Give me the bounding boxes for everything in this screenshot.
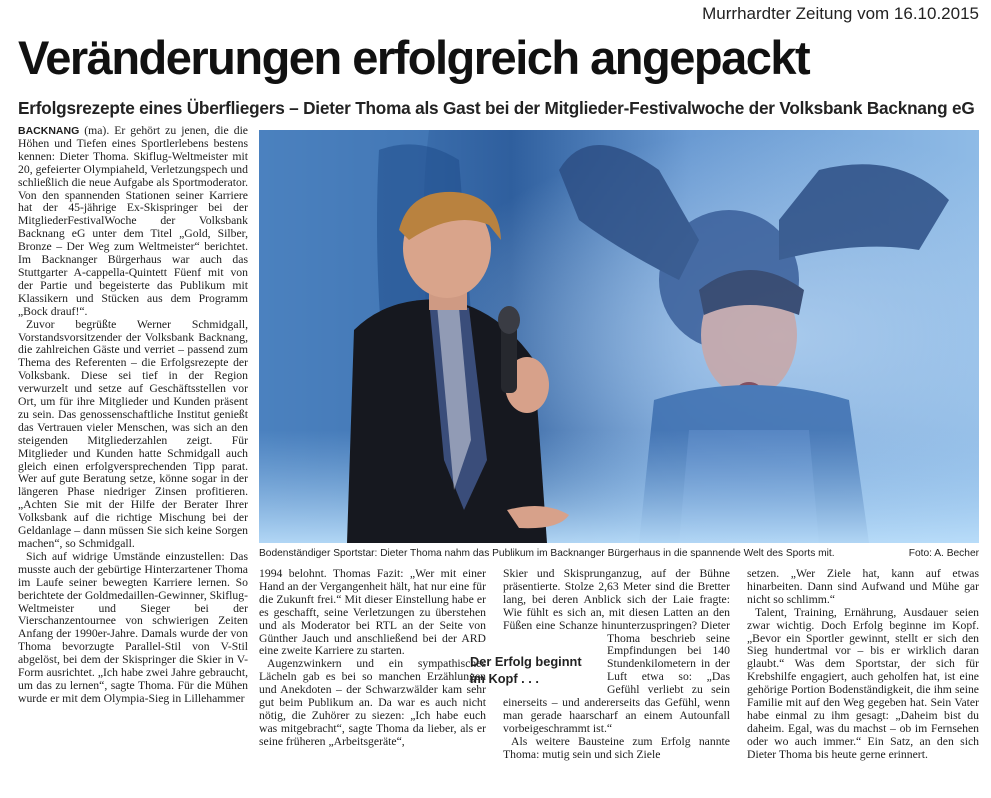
photo-credit: Foto: A. Becher [908,548,979,559]
paragraph: Zuvor begrüßte Werner Schmidgall, Vorstandsvorsitzender der Volksbank Backnang, die zahlreichen Gäste und verriet – passend zum Thema des Referenten – die Erfolgsrezepte der Volksbank. Diese sei tief in der Region verwurzelt und setze auf Geschäftsstellen vor Ort, um für ihre Mitglieder und Kunden präsent zu sein. Das genossenschaftliche Institut genießt das Vertrauen vieler Menschen, was sich an den steigenden Mitgliederzahlen zeigt. Für Mitglieder und Kunden hatte Schmidgall auch gleich einen erfolgversprechenden Tipp parat. Wer auf gute Beratung setze, könne sogar in der längeren Phase niedriger Zinsen profitieren. „Achten Sie mit der Hilfe der Berater Ihrer Volksbank auf die richtige Mischung bei der Geldanlage – dann müssen Sie sich keine Sorgen machen“, so Schmidgall. [18,317,248,550]
subheadline: Erfolgsrezepte eines Überfliegers – Dieter Thoma als Gast bei der Mitglieder-Festivalwoche der Volksbank Backnang eG [18,98,975,118]
paragraph: setzen. „Wer Ziele hat, kann auf etwas hinarbeiten. Dann sind Aufwand und Mühe gar nicht so schlimm.“ [747,567,979,606]
newspaper-source: Murrhardter Zeitung vom 16.10.2015 [702,4,979,23]
caption-text: Bodenständiger Sportstar: Dieter Thoma nahm das Publikum im Backnanger Bürgerhaus in die spannende Welt des Sports mit. [259,548,835,559]
photo-illustration [259,130,979,543]
paragraph: Talent, Training, Ernährung, Ausdauer seien zwar wichtig. Doch Erfolg beginne im Kopf. „Bevor ein Sportler gewinnt, stellt er sich den Sieg hundertmal vor – bis er wirklich daran glaubt.“ Was dem Sportstar, der sich für Krebshilfe engagiert, auch geholfen hat, ist eine gehörige Portion Bodenständigkeit, die ihm seine Familie mit auf den Weg gegeben hat. Sein Vater habe einmal zu ihm gesagt: „Daheim bist du daheim. Egal, was du machst – ob im Fernsehen oder wo auch immer.“ Ein Satz, an den sich Dieter Thoma bis heute gerne erinnert. [747,605,979,761]
paragraph: Als weitere Bausteine zum Erfolg nannte Thoma: mutig sein und sich Ziele [503,734,730,761]
paragraph-text: (ma). Er gehört zu jenen, die die Höhen und Tiefen eines Sportlerlebens bestens kennen: Dieter Thoma. Skiflug-Weltmeister mit 20, gefeierter Olympiaheld, Verletzungspech und schließlich die neue Aufgabe als Sportmoderator. Von den spannenden Stationen seiner Karriere hat der 45-jährige Ex-Skispringer bei der MitgliederFestivalWoche der Volksbank Backnang eG unter dem Titel „Gold, Silber, Bronze – Der Weg zum Weltmeister“ berichtet. Im Backnanger Bürgerhaus war auch das Stuttgarter A-cappella-Quintett Füenf mit von der Partie und begeisterte das Publikum mit Klassikern und Stücken aus dem Programm „Bock drauf!“. [18,124,248,318]
pull-quote: Der Erfolg beginnt im Kopf . . . [470,654,582,686]
article-column-1 [18,125,248,795]
paragraph [18,125,248,319]
article-photo [259,130,979,543]
dateline: BACKNANG [18,125,80,137]
photo-caption [259,548,979,559]
headline: Veränderungen erfolgreich angepackt [18,31,810,84]
article-column-4 [747,568,979,796]
article-column-2 [259,568,486,796]
paragraph: 1994 belohnt. Thomas Fazit: „Wer mit einer Hand an der Vergangenheit hält, hat nur eine für die Zukunft frei.“ Mit dieser Einstellung habe er es geschafft, seine Verletzungen zu überstehen und als Moderator bei RTL an der Seite von Günther Jauch und anschließend bei der ARD eine zweite Karriere zu starten. [259,567,486,658]
paragraph: Skier und Skisprunganzug, auf der Bühne präsentierte. Stolze 2,63 Meter sind die Bretter lang, bei deren Anblick sich der Laie fragte: Wie fühlt es sich an, mit diesen Latten an den Füßen eine Schanze hinunterzuspringen? Dieter Thoma beschrieb seine Empfindungen bei 140 Stundenkilometern in der Luft etwa so: „Das Gefühl verliebt zu sein einerseits – und andererseits das Gefühl, wenn man gerade haarscharf an einem Autounfall vorbeigeschrammt ist.“ [503,567,730,735]
paragraph: Sich auf widrige Umstände einzustellen: Das musste auch der gebürtige Hinterzartener Thoma im Laufe seiner bewegten Karriere lernen. So berichtete der Goldmedaillen-Gewinner, Skiflug-Weltmeister und Sieger bei der Vierschanzentournee von schwierigen Zeiten Anfang der 1990er-Jahre. Damals wurde der von Thoma bevorzugte Parallel-Stil von V-Stil abgelöst, bei dem der Skispringer die Skier in V-Form ausrichtet. „Ich habe zwei Jahre gebraucht, um das zu lernen“, sagte Thoma. Für die Mühen wurde er mit dem Olympia-Sieg in Lillehammer [18,549,248,705]
paragraph: Augenzwinkern und ein sympathisches Lächeln gab es bei so manchen Erzählungen und Anekdoten – der Schwarzwälder kam sehr gut beim Publikum an. Da war es auch nicht nötig, die Zuhörer zu siezen: „Ich habe euch was mitgebracht“, sagte Thoma da lieber, als er seine früheren „Arbeitsgeräte“, [259,657,486,748]
